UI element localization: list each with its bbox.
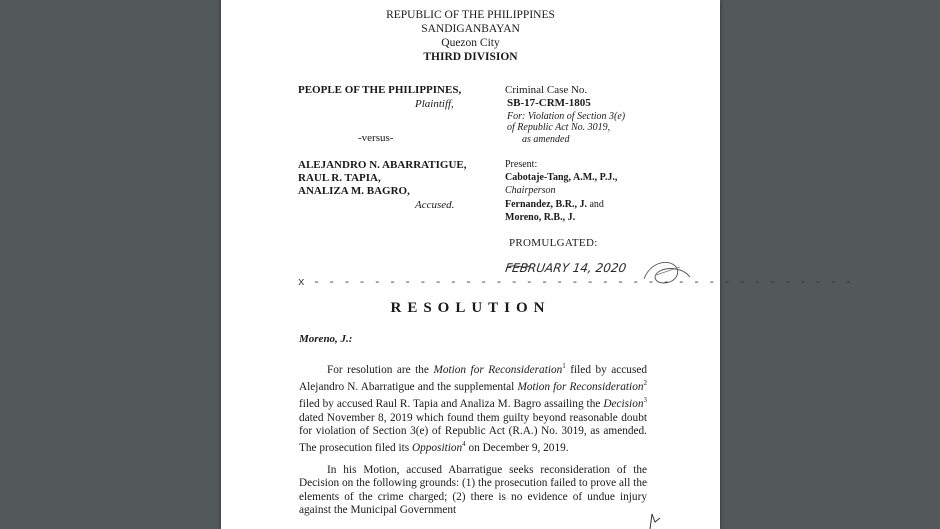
footnote-ref-1: 1 [562, 362, 566, 370]
para1-part-4: dated November 8, 2019 which found them guilty beyond reasonable doubt for violation of Section 3(e) of Republic Act (R.A.) No. 3019, as amended. The prosecution filed its [299, 411, 647, 455]
para1-decision: Decision [603, 398, 644, 411]
header-division: THIRD DIVISION [423, 51, 518, 63]
para1-part-5: on December 9, 2019. [465, 442, 569, 455]
footnote-ref-4: 4 [462, 440, 466, 449]
case-for-line-1: For: Violation of Section 3(e) [507, 111, 626, 122]
header-court: SANDIGANBAYAN [421, 23, 520, 35]
paragraph-2: In his Motion, accused Abarratigue seeks reconsideration of the Decision on the following grounds: (1) the prosecution failed to prove all the elements of the crime charged; (2) there is no evidence of undue injury against the Municipal Government [299, 464, 647, 517]
chair-title: Chairperson [505, 185, 556, 196]
para1-part-1: For resolution are the [327, 363, 434, 376]
member-1 [505, 199, 604, 210]
case-for-line-2: of Republic Act No. 3019, [507, 122, 611, 133]
caption-separator: x - - - - - - - - - - - - - - - - - - - - - - - - - - - - - - - - - - - - [298, 277, 853, 289]
member-2: Moreno, R.B., J. [505, 212, 576, 223]
document-page [221, 0, 853, 529]
present-label: Present: [505, 159, 538, 170]
author-line: Moreno, J.: [299, 333, 353, 345]
chair-name: Cabotaje-Tang, A.M., P.J., [505, 172, 618, 183]
member-1-name: Fernandez, B.R., J. [505, 199, 587, 210]
para1-part-2: filed by accused Alejandro N. Abarratigue and the supplemental [299, 363, 647, 393]
para1-part-3: filed by accused Raul R. Tapia and Analiza M. Bagro assailing the [299, 398, 604, 411]
case-label: Criminal Case No. [505, 84, 588, 96]
para1-motion-2: Motion for Reconsideration [517, 380, 644, 393]
paragraph-1 [299, 360, 647, 456]
case-number: SB-17-CRM-1805 [507, 97, 591, 109]
plaintiff-role: Plaintiff, [415, 98, 454, 110]
accused-role: Accused. [415, 199, 455, 211]
header-city: Quezon City [441, 37, 500, 49]
versus-label: -versus- [358, 132, 394, 144]
footnote-ref-2: 2 [643, 379, 647, 388]
accused-name-2: RAUL R. TAPIA, [298, 172, 381, 184]
promulgated-label: PROMULGATED: [509, 237, 598, 249]
footnote-ref-3: 3 [643, 396, 647, 405]
accused-name-1: ALEJANDRO N. ABARRATIGUE, [298, 159, 467, 171]
para1-opposition: Opposition [411, 442, 463, 455]
handwritten-date [505, 256, 635, 278]
member-1-and: and [586, 199, 604, 210]
accused-name-3: ANALIZA M. BAGRO, [298, 185, 410, 197]
resolution-title: RESOLUTION [390, 300, 551, 316]
header-republic: REPUBLIC OF THE PHILIPPINES [386, 9, 555, 21]
pen-mark [646, 508, 662, 529]
handwritten-date-text: FEBRUARY 14, 2020 [504, 261, 628, 275]
plaintiff-name: PEOPLE OF THE PHILIPPINES, [298, 84, 462, 96]
para1-motion: Motion for Reconsideration [433, 363, 563, 376]
case-for-line-3: as amended [522, 134, 570, 145]
